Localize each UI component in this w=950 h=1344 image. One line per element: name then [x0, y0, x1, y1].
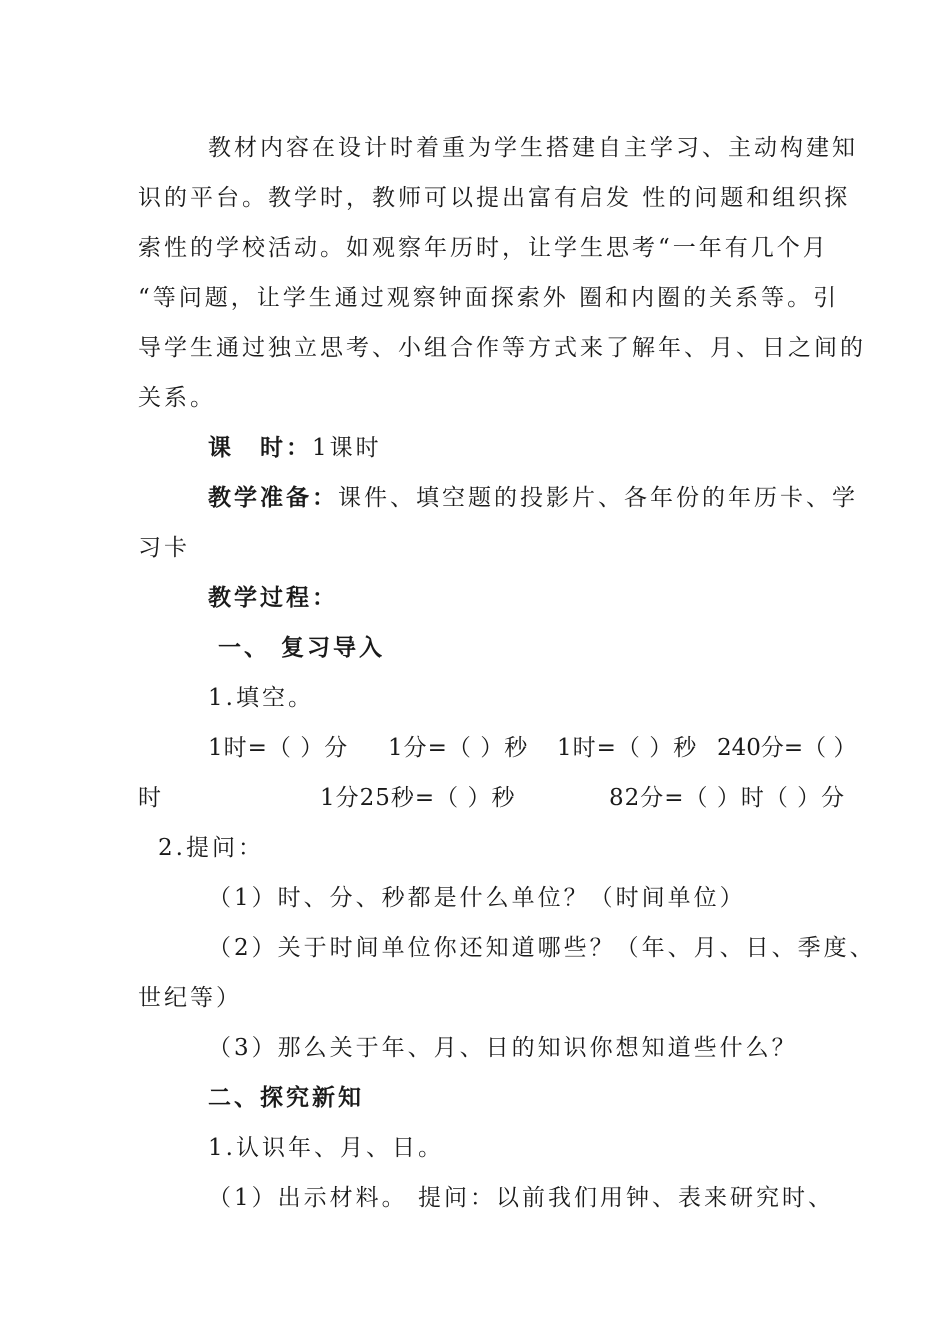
fill-item: 时	[138, 785, 162, 811]
section1-item-2: 2.提问：	[158, 835, 264, 861]
fill-item: 1时=（ ）分	[208, 735, 349, 761]
question-2: （2）关于时间单位你还知道哪些？（年、月、日、季度、	[208, 935, 876, 961]
lesson-time-label: 课 时：	[208, 434, 312, 461]
section1-heading: 一、 复习导入	[218, 634, 386, 661]
preparation	[208, 483, 858, 513]
question-3: （3）那么关于年、月、日的知识你想知道些什么？	[208, 1035, 798, 1061]
fill-item: 1分25秒=（ ）秒	[320, 785, 516, 811]
process-heading: 教学过程：	[208, 584, 338, 611]
question-1: （1）时、分、秒都是什么单位？（时间单位）	[208, 885, 746, 911]
intro-line-4: “等问题，让学生通过观察钟面探索外 圈和内圈的关系等。引	[138, 285, 840, 311]
preparation-value-2: 习卡	[138, 535, 190, 561]
intro-line-2: 识的平台。教学时，教师可以提出富有启发 性的问题和组织探	[138, 185, 851, 211]
section1-item-1: 1.填空。	[208, 685, 314, 711]
fill-item: 82分=（ ）时（ ）分	[609, 785, 846, 811]
section2-sub-1: （1）出示材料。 提问：以前我们用钟、表来研究时、	[208, 1185, 834, 1211]
fill-item: 240分=（ ）	[717, 735, 857, 761]
intro-line-3: 索性的学校活动。如观察年历时，让学生思考“一年有几个月	[138, 235, 829, 261]
intro-line-1: 教材内容在设计时着重为学生搭建自主学习、主动构建知	[208, 135, 858, 161]
fill-item: 1分=（ ）秒	[388, 735, 529, 761]
intro-line-6: 关系。	[138, 385, 216, 411]
section2-heading: 二、探究新知	[208, 1084, 364, 1111]
preparation-label: 教学准备：	[208, 484, 338, 511]
fill-item: 1时=（ ）秒	[557, 735, 698, 761]
section2-item-1: 1.认识年、月、日。	[208, 1135, 444, 1161]
intro-line-5: 导学生通过独立思考、小组合作等方式来了解年、月、日之间的	[138, 335, 866, 361]
lesson-time-value: 1课时	[312, 435, 382, 461]
question-2-cont: 世纪等）	[138, 985, 242, 1011]
preparation-value-1: 课件、填空题的投影片、各年份的年历卡、学	[338, 485, 858, 511]
lesson-time	[208, 433, 382, 463]
